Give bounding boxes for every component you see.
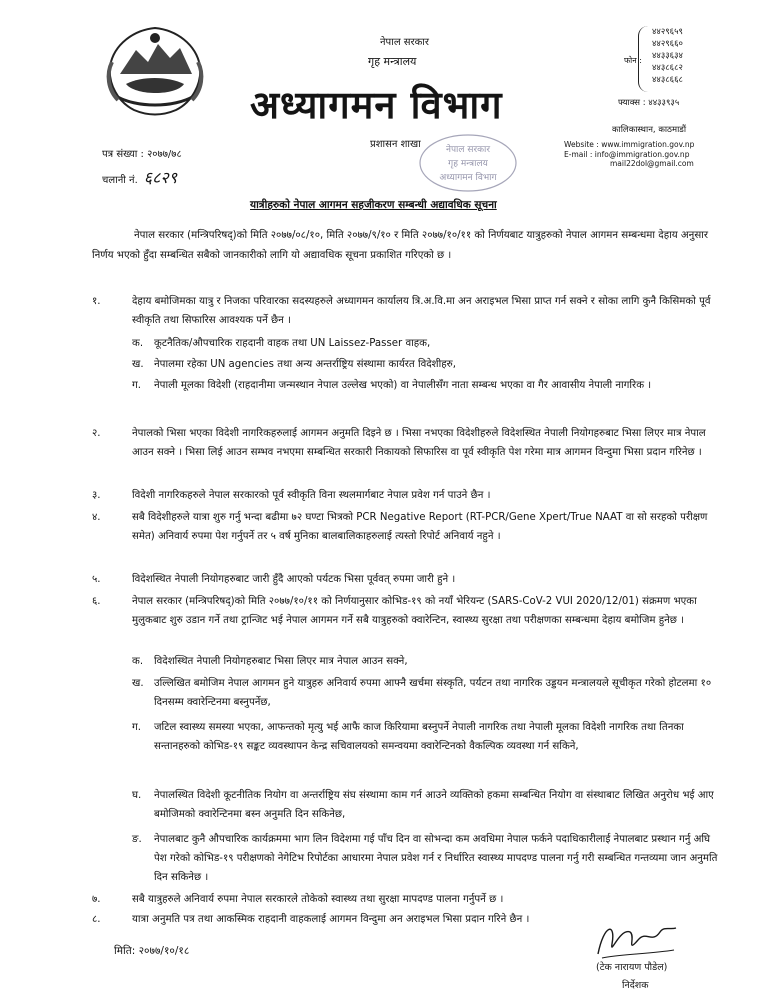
sub-item xyxy=(132,334,724,353)
phone-number: ४४२९६६० xyxy=(652,39,683,49)
contact-web xyxy=(564,140,694,169)
sub-item xyxy=(132,830,724,887)
item-number: १. xyxy=(92,296,101,307)
department-title: अध्यागमन विभाग xyxy=(250,83,503,127)
sub-item xyxy=(132,652,724,671)
sub-item-text: नेपालमा रहेका UN agencies तथा अन्य अन्तर्राष्ट्रिय संस्थामा कार्यरत विदेशीहरु, xyxy=(154,359,456,370)
sub-item-number: ग. xyxy=(132,722,141,733)
item-text: सबै विदेशीहरुले यात्रा शुरु गर्नु भन्दा बढीमा ७२ घण्टा भित्रको PCR Negative Report (RT-PCR/Gene Xpert/True NAAT वा सो सरहको परीक्षण समेत) अनिवार्य रुपमा पेश गर्नुपर्ने तर ५ वर्ष मुनिका बालबालिकाहरुलाई त्यस्तो रिपोर्ट अनिवार्य नहुने । xyxy=(132,512,708,542)
stamp-text: गृह मन्त्रालय xyxy=(448,159,488,169)
office-stamp-icon xyxy=(418,132,518,194)
sub-item-text: नेपालबाट कुनै औपचारिक कार्यक्रममा भाग लिन विदेशमा गई पाँच दिन वा सोभन्दा कम अवधिमा नेपाल फर्कने पदाधिकारीलाई नेपालबाट प्रस्थान गर्नु अघि पेश गरेको कोभिड-१९ परीक्षणको नेगेटिभ रिपोर्टका आधारमा नेपाल प्रवेश गर्न र निर्धारित स्वास्थ्य मापदण्ड पालना गर्नु गरी सम्बन्धित गन्तव्यमा जान अनुमति दिन सकिनेछ । xyxy=(154,834,718,883)
signer-name: (टेक नारायण पौडेल) xyxy=(596,962,668,973)
list-item xyxy=(92,424,724,462)
item-number: ७. xyxy=(92,894,101,905)
item-text: यात्रा अनुमति पत्र तथा आकस्मिक राहदानी वाहकलाई आगमन विन्दुमा अन अराइभल भिसा प्रदान गरिने छैन । xyxy=(132,914,530,925)
item-number: ५. xyxy=(92,574,101,585)
sub-item-text: कूटनैतिक/औपचारिक राहदानी वाहक तथा UN Laissez-Passer वाहक, xyxy=(154,338,431,349)
list-item xyxy=(92,508,724,546)
item-text: देहाय बमोजिमका यात्रु र निजका परिवारका सदस्यहरुले अध्यागमन कार्यालय त्रि.अ.वि.मा अन अराइभल भिसा प्राप्त गर्न सक्ने र सोका लागि कुनै किसिमको पूर्व स्वीकृति तथा सिफारिस आवश्यक पर्ने छैन । xyxy=(132,296,711,326)
nepal-emblem-icon xyxy=(96,24,214,116)
item-number: ६. xyxy=(92,596,101,607)
signer-designation: निर्देशक xyxy=(622,980,649,991)
intro-paragraph: नेपाल सरकार (मन्त्रिपरिषद्)को मिति २०७७/०८/१०, मिति २०७७/९/१० र मिति २०७७/१०/११ को निर्णयबाट यात्रुहरुको नेपाल आगमन सम्बन्धमा देहाय अनुसार निर्णय भएको हुँदा सम्बन्धित सबैको जानकारीको लागि यो अद्यावधिक सूचना प्रकाशित गरिएको छ । xyxy=(92,230,709,261)
item-text: विदेशी नागरिकहरुले नेपाल सरकारको पूर्व स्वीकृति विना स्थलमार्गबाट नेपाल प्रवेश गर्न पाउने छैन । xyxy=(132,490,491,501)
sub-item-number: क. xyxy=(132,338,144,349)
sub-item-text: उल्लिखित बमोजिम नेपाल आगमन हुने यात्रुहरु अनिवार्य रुपमा आफ्नै खर्चमा संस्कृति, पर्यटन तथा नागरिक उड्डयन मन्त्रालयले सूचीकृत गरेको होटलमा १० दिनसम्म क्वारेन्टिनमा बस्नुपर्नेछ, xyxy=(154,678,712,708)
email-secondary: mail22dol@gmail.com xyxy=(610,159,694,168)
sub-item xyxy=(132,718,724,756)
sub-item-text: नेपाली मूलका विदेशी (राहदानीमा जन्मस्थान नेपाल उल्लेख भएको) वा नेपालीसँग नाता सम्बन्ध भएका वा गैर आवासीय नेपाली नागरिक । xyxy=(154,380,652,391)
signature-icon xyxy=(590,914,682,966)
sub-item-number: घ. xyxy=(132,790,142,801)
item-text: विदेशस्थित नेपाली नियोगहरुबाट जारी हुँदै आएको पर्यटक भिसा पूर्ववत् रुपमा जारी हुने । xyxy=(132,574,456,585)
section-label: प्रशासन शाखा xyxy=(370,139,421,150)
item-number: २. xyxy=(92,428,101,439)
sub-item xyxy=(132,786,724,824)
dispatch-number xyxy=(102,166,177,188)
sub-item-number: ग. xyxy=(132,380,141,391)
list-item xyxy=(92,292,724,330)
item-number: ३. xyxy=(92,490,101,501)
dispatch-label: चलानी नं. xyxy=(102,175,138,186)
sub-item xyxy=(132,674,724,712)
item-number: ८. xyxy=(92,914,101,925)
item-text: नेपालको भिसा भएका विदेशी नागरिकहरुलाई आगमन अनुमति दिइने छ । भिसा नभएका विदेशीहरुले विदेशस्थित नेपाली नियोगहरुबाट भिसा लिएर मात्र नेपाल आउन सक्ने । भिसा लिई आउन सम्भव नभएमा सम्बन्धित सरकारी निकायको सिफारिस वा पूर्व स्वीकृति पेश गरेमा मात्र आगमन विन्दुमा भिसा प्रदान गरिनेछ । xyxy=(132,428,706,458)
address: कालिकास्थान, काठमाडौं xyxy=(612,125,687,135)
sub-item-text: नेपालस्थित विदेशी कूटनीतिक नियोग वा अन्तर्राष्ट्रिय संघ संस्थामा काम गर्न आउने व्यक्तिको हकमा सम्बन्धित नियोग वा संस्थाबाट लिखित अनुरोध भई आए बमोजिमको क्वारेन्टिनमा बस्न अनुमति दिन सकिनेछ, xyxy=(154,790,714,820)
sub-item-number: ख. xyxy=(132,678,144,689)
letter-number: पत्र संख्या : २०७७/७८ xyxy=(102,149,182,160)
sub-item-number: ख. xyxy=(132,359,144,370)
item-number: ४. xyxy=(92,512,101,523)
email-primary: E-mail : info@immigration.gov.np xyxy=(564,149,690,159)
website: Website : www.immigration.gov.np xyxy=(564,140,695,149)
item-text: नेपाल सरकार (मन्त्रिपरिषद्)को मिति २०७७/१०/११ को निर्णयानुसार कोभिड-१९ को नयाँ भेरियन्ट (SARS-CoV-2 VUI 2020/12/01) संक्रमण भएका मुलुकबाट शुरु उडान गर्ने तथा ट्रान्जिट भई नेपाल आगमन गर्ने सबै यात्रुहरुको क्वारेन्टिन, स्वास्थ्य सुरक्षा तथा परीक्षणका सम्बन्धमा देहाय बमोजिम हुनेछ । xyxy=(132,596,697,626)
ministry-label: गृह मन्त्रालय xyxy=(368,55,417,68)
phone-label: फोन : xyxy=(624,56,642,65)
sub-item xyxy=(132,376,724,395)
sub-item-number: ङ. xyxy=(132,834,142,845)
sub-item-text: विदेशस्थित नेपाली नियोगहरुबाट भिसा लिएर मात्र नेपाल आउन सक्ने, xyxy=(154,656,408,667)
phone-number: ४४२९६५९ xyxy=(652,27,683,37)
sub-item-text: जटिल स्वास्थ्य समस्या भएका, आफन्तको मृत्यु भई आफै काज किरियामा बस्नुपर्ने नेपाली नागरिक तथा नेपाली मूलका विदेशी नागरिक तथा तिनका सन्तानहरुको कोभिड-१९ सङ्कट व्यवस्थापन केन्द्र सचिवालयको समन्वयमा क्वारेन्टिनको वैकल्पिक व्यवस्था गर्न सकिने, xyxy=(154,722,684,752)
subject-heading: यात्रीहरुको नेपाल आगमन सहजीकरण सम्बन्धी अद्यावधिक सूचना xyxy=(250,199,497,211)
phone-number: ४४३३६३४ xyxy=(652,51,683,61)
stamp-text: अध्यागमन विभाग xyxy=(439,173,497,183)
list-item xyxy=(92,486,724,505)
list-item xyxy=(92,570,724,589)
stamp-text: नेपाल सरकार xyxy=(445,145,491,155)
phone-number: ४४३८६८२ xyxy=(652,63,683,73)
list-item xyxy=(92,890,724,909)
issue-date: मिति: २०७७/१०/१८ xyxy=(114,945,190,957)
phone-list xyxy=(652,26,683,86)
dispatch-value: ६८२९ xyxy=(143,168,178,187)
government-label: नेपाल सरकार xyxy=(380,37,429,48)
sub-item-number: क. xyxy=(132,656,144,667)
fax-number: फ्याक्स : ४४३३९३५ xyxy=(618,98,680,108)
list-item xyxy=(92,592,724,630)
sub-item xyxy=(132,355,724,374)
phone-number: ४४३८६६८ xyxy=(652,75,683,85)
item-text: सबै यात्रुहरुले अनिवार्य रुपमा नेपाल सरकारले तोकेको स्वास्थ्य तथा सुरक्षा मापदण्ड पालना गर्नुपर्ने छ । xyxy=(132,894,504,905)
